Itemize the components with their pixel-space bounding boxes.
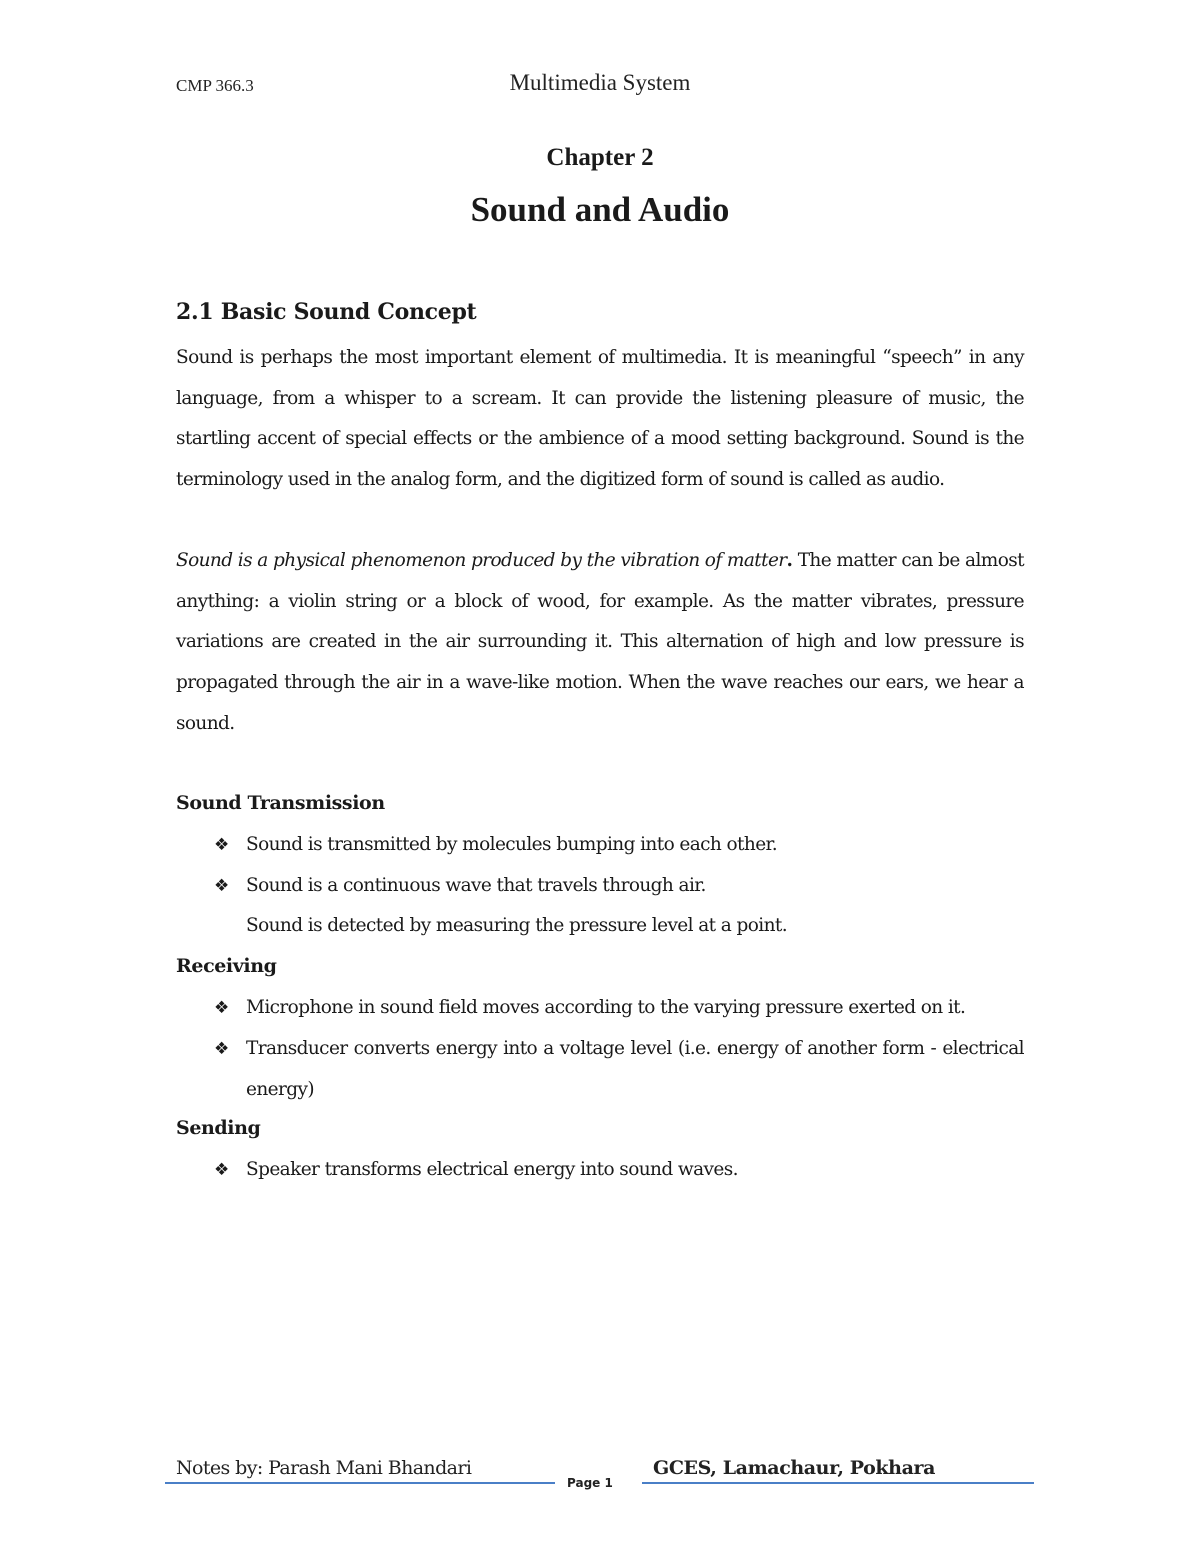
subheading-sending: Sending xyxy=(176,1117,261,1139)
list-item-text: Sound is detected by measuring the pressure level at a point. xyxy=(246,915,788,936)
header-course-code: CMP 366.3 xyxy=(176,76,254,95)
diamond-bullet-icon: ❖ xyxy=(214,998,229,1018)
diamond-bullet-icon: ❖ xyxy=(214,1160,229,1180)
list-item-continuation xyxy=(214,906,1024,947)
list-item xyxy=(214,825,1024,866)
paragraph-physical-italic: Sound is a physical phenomenon produced by the vibration of matter xyxy=(176,550,787,571)
list-item-text: Speaker transforms electrical energy into sound waves. xyxy=(246,1159,738,1180)
chapter-title: Sound and Audio xyxy=(470,190,730,229)
footer-rule-left xyxy=(165,1482,555,1484)
list-item xyxy=(214,866,1024,907)
footer-rule-right xyxy=(642,1482,1034,1484)
paragraph-intro: Sound is perhaps the most important element of multimedia. It is meaningful “speech” in any language, from a whisper to a scream. It can provide the listening pleasure of music, the startling accent of special effects or the ambience of a mood setting background. Sound is the terminology used in the analog form, and the digitized form of sound is called as audio. xyxy=(176,347,1024,491)
footer-author: Notes by: Parash Mani Bhandari xyxy=(176,1457,472,1479)
list-item xyxy=(214,988,1024,1029)
paragraph-physical xyxy=(176,541,1024,745)
diamond-bullet-icon: ❖ xyxy=(214,835,229,855)
list-item-text: Sound is transmitted by molecules bumping into each other. xyxy=(246,834,778,855)
paragraph-physical-rest: The matter can be almost anything: a violin string or a block of wood, for example. As the matter vibrates, pressure variations are created in the air surrounding it. This alternation of high and low pressure is propagated through the air in a wave-like motion. When the wave reaches our ears, we hear a sound. xyxy=(176,550,1024,734)
subheading-receiving: Receiving xyxy=(176,955,277,977)
list-item xyxy=(214,1150,1024,1191)
diamond-bullet-icon: ❖ xyxy=(214,876,229,896)
page-number: Page 1 xyxy=(567,1476,613,1490)
footer-institution: GCES, Lamachaur, Pokhara xyxy=(653,1457,936,1479)
list-item-text: Sound is a continuous wave that travels through air. xyxy=(246,875,706,896)
paragraph-physical-dot: . xyxy=(786,550,793,571)
list-item-text: Transducer converts energy into a voltage level (i.e. energy of another form - electrical energy) xyxy=(246,1038,1024,1100)
section-heading: 2.1 Basic Sound Concept xyxy=(176,299,477,325)
subheading-transmission: Sound Transmission xyxy=(176,792,385,814)
diamond-bullet-icon: ❖ xyxy=(214,1039,229,1059)
header-subject: Multimedia System xyxy=(509,70,691,95)
chapter-label: Chapter 2 xyxy=(546,144,654,171)
list-item-text: Microphone in sound field moves according to the varying pressure exerted on it. xyxy=(246,997,966,1018)
list-item xyxy=(214,1029,1024,1110)
